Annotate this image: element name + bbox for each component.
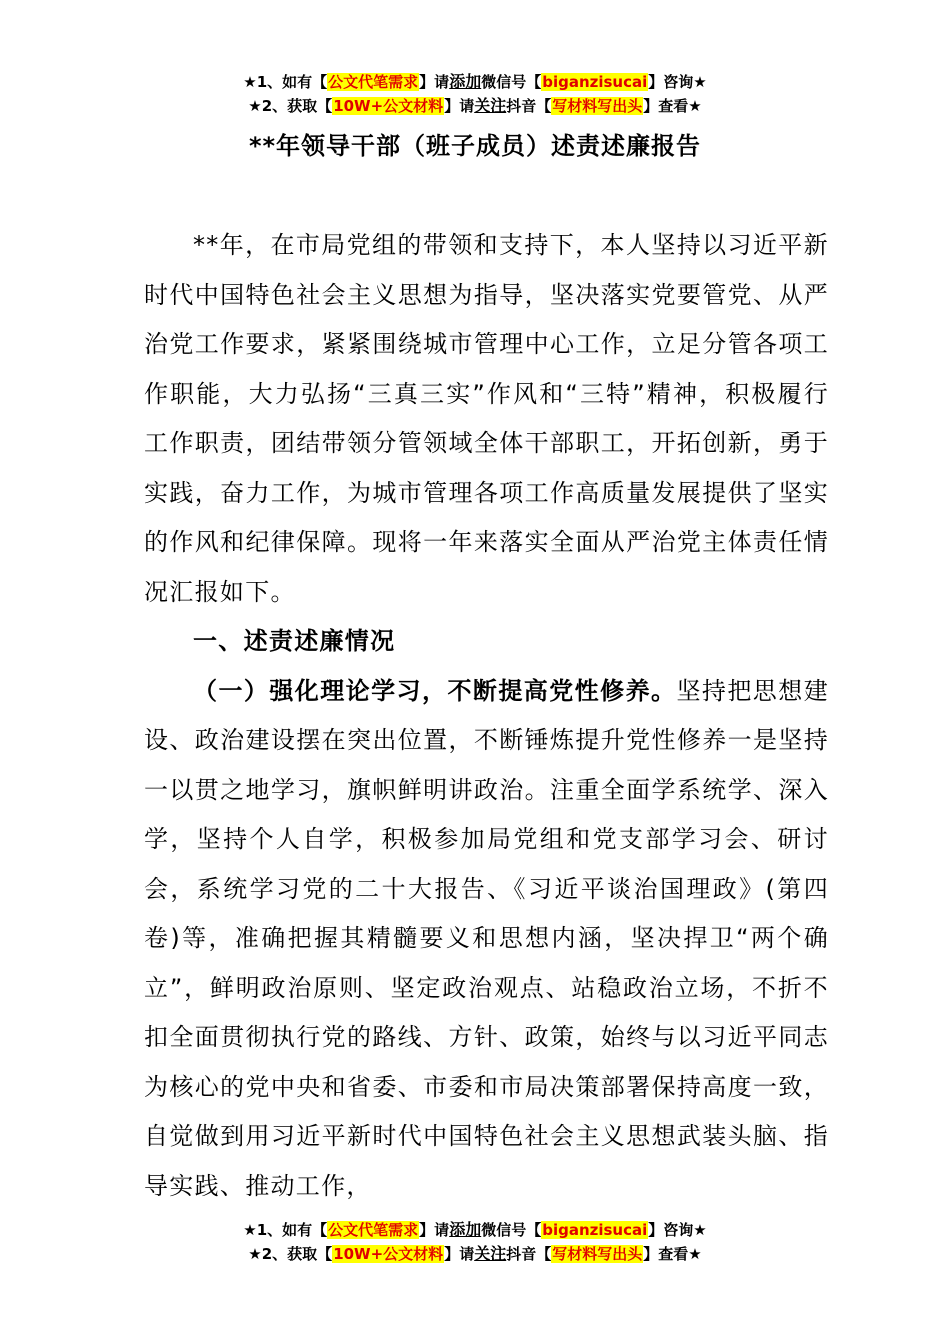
intro-paragraph: **年，在市局党组的带领和支持下，本人坚持以习近平新时代中国特色社会主义思想为指导，坚决落实党要管党、从严治党工作要求，紧紧围绕城市管理中心工作，立足分管各项工作职能，大力弘扬“三真三实”作风和“三特”精神，积极履行工作职责，团结带领分管领域全体干部职工，开拓创新，勇于实践，奋力工作，为城市管理各项工作高质量发展提供了坚实的作风和纪律保障。现将一年来落实全面从严治党主体责任情况汇报如下。 (144, 231, 829, 606)
section-heading: 一、述责述廉情况 (193, 627, 396, 655)
banner-line-1: ★1、如有【公文代笔需求】请添加微信号【biganzisucai】咨询★ (243, 72, 707, 91)
footer-banner-line-1: ★1、如有【公文代笔需求】请添加微信号【biganzisucai】咨询★ (243, 1220, 707, 1239)
document-title: **年领导干部（班子成员）述责述廉报告 (248, 132, 702, 160)
document-body (144, 221, 829, 1211)
banner-line-2: ★2、获取【10W+公文材料】请关注抖音【写材料写出头】查看★ (248, 96, 702, 115)
subsection-text: 坚持把思想建设、政治建设摆在突出位置，不断锤炼提升党性修养一是坚持一以贯之地学习，旗帜鲜明讲政治。注重全面学系统学、深入学，坚持个人自学，积极参加局党组和党支部学习会、研讨会，系统学习党的二十大报告、《习近平谈治国理政》(第四卷)等，准确把握其精髓要义和思想内涵，坚决捍卫“两个确立”，鲜明政治原则、坚定政治观点、站稳政治立场，不折不扣全面贯彻执行党的路线、方针、政策，始终与以习近平同志为核心的党中央和省委、市委和市局决策部署保持高度一致，自觉做到用习近平新时代中国特色社会主义思想武装头脑、指导实践、推动工作， (144, 676, 829, 1200)
highlight-douyin-id: 写材料写出头 (552, 97, 643, 115)
footer-banner (0, 1218, 950, 1266)
footer-banner-line-2: ★2、获取【10W+公文材料】请关注抖音【写材料写出头】查看★ (248, 1244, 702, 1263)
highlight-wechat-id: biganzisucai (542, 73, 648, 91)
subsection-paragraph (144, 667, 829, 1212)
subsection-lead: （一）强化理论学习，不断提高党性修养。 (193, 676, 677, 705)
highlight-service: 公文代笔需求 (328, 73, 419, 91)
header-banner (0, 70, 950, 118)
highlight-materials: 10W+公文材料 (333, 97, 444, 115)
